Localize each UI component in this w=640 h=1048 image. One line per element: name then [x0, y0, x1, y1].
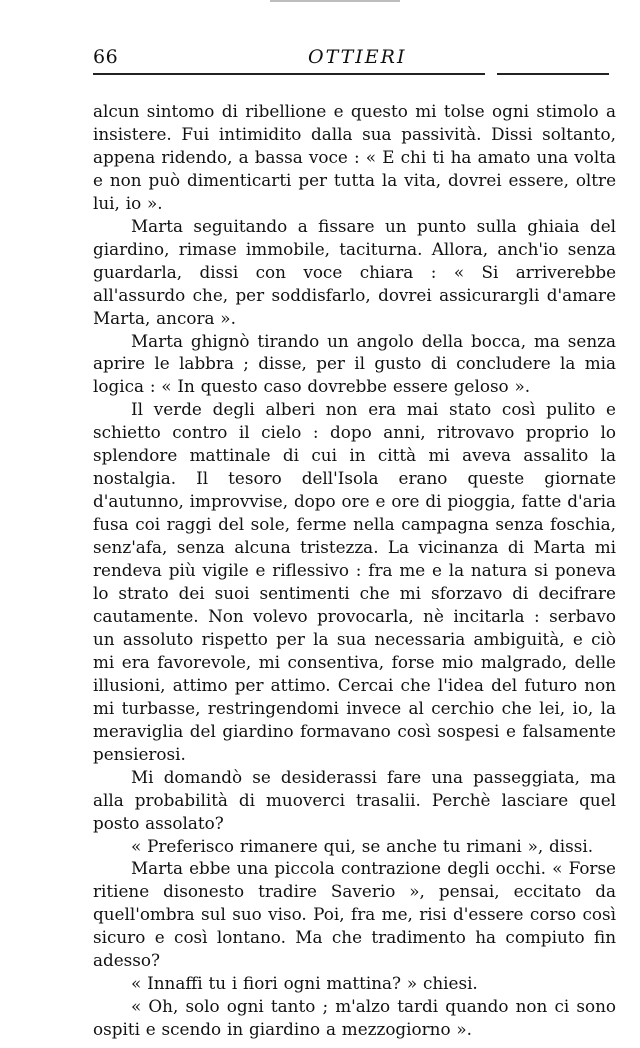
header-rule-right [497, 73, 609, 75]
body-text [93, 100, 616, 1041]
paragraph-4: Il verde degli alberi non era mai stato così pulito e schietto contro il cielo : dopo anni, ritrovavo proprio lo splendore mattinale di cui in città mi aveva assalito la nostalgia. Il tesoro dell'Isola erano queste giornate d'autunno, improvvise, dopo ore e ore di pioggia, fatte d'aria fusa coi raggi del sole, ferme nella campagna senza foschia, senz'afa, senza alcuna tristezza. La vicinanza di Marta mi rendeva più vigile e riflessivo : fra me e la natura si poneva lo strato dei suoi sentimenti che mi sforzavo di decifrare cautamente. Non volevo provocarla, nè incitarla : serbavo un assoluto rispetto per la sua necessaria ambiguità, e ciò mi era favorevole, mi consentiva, forse mio malgrado, delle illusioni, attimo per attimo. Cercai che l'idea del futuro non mi turbasse, restringendomi invece al cerchio che lei, io, la meraviglia del giardino formavano così sospesi e falsamente pensierosi. [93, 399, 616, 764]
paragraph-6: « Preferisco rimanere qui, se anche tu rimani », dissi. [131, 835, 594, 856]
page-number: 66 [93, 46, 119, 68]
paragraph-8: « Innaffi tu i fiori ogni mattina? » chiesi. [131, 973, 478, 994]
paragraph-9: « Oh, solo ogni tanto ; m'alzo tardi quando non ci sono ospiti e scendo in giardino a mezzogiorno ». [93, 996, 616, 1040]
scan-edge-mark [270, 0, 400, 2]
running-header [93, 40, 613, 80]
paragraph-2: Marta seguitando a fissare un punto sulla ghiaia del giardino, rimase immobile, taciturna. Allora, anch'io senza guardarla, dissi con voce chiara : « Si arriverebbe all'assurdo che, per soddisfarlo, dovrei assicurargli d'amare Marta, ancora ». [93, 215, 616, 328]
paragraph-3: Marta ghignò tirando un angolo della bocca, ma senza aprire le labbra ; disse, per il gusto di concludere la mia logica : « In questo caso dovrebbe essere geloso ». [93, 330, 616, 397]
paragraph-7: Marta ebbe una piccola contrazione degli occhi. « Forse ritiene disonesto tradire Saverio », pensai, eccitato da quell'ombra sul suo viso. Poi, fra me, risi d'essere corso così sicuro e così lontano. Ma che tradimento ha compiuto fin adesso? [93, 858, 616, 971]
paragraph-5: Mi domandò se desiderassi fare una passeggiata, ma alla probabilità di muoverci trasalii. Perchè lasciare quel posto assolato? [93, 766, 616, 833]
header-rule-left [93, 73, 485, 75]
paragraph-1: alcun sintomo di ribellione e questo mi tolse ogni stimolo a insistere. Fui intimidito dalla sua passività. Dissi soltanto, appena ridendo, a bassa voce : « E chi ti ha amato una volta e non può dimenticarti per tutta la vita, dovrei essere, oltre lui, io ». [93, 101, 616, 213]
running-title: OTTIERI [308, 46, 407, 68]
